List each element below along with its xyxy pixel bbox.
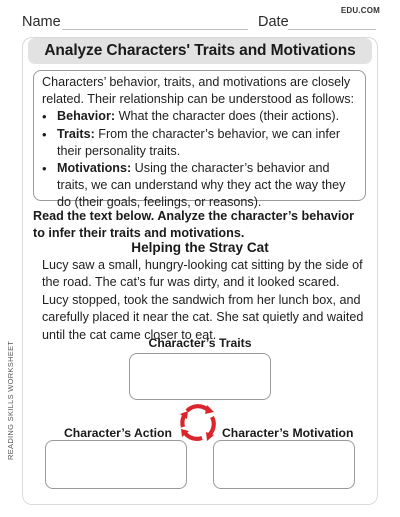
instructions: Read the text below. Analyze the character’s behavior to infer their traits and motivations. [33, 209, 355, 240]
info-item-behavior [42, 108, 359, 125]
info-box [33, 70, 366, 210]
title-bar [28, 38, 372, 64]
name-line[interactable] [62, 29, 248, 30]
info-term: Traits: [57, 126, 95, 141]
action-label: Character’s Action [64, 426, 172, 440]
story-text: Lucy saw a small, hungry-looking cat sitting by the side of the road. The cat’s fur was dirty, and it looked scared. Lucy stopped, took the sandwich from her lunch box, and carefully placed it near the cat. She sat quietly and waited until the cat came closer to eat. [42, 258, 364, 342]
info-text: What the character does (their actions). [115, 109, 340, 124]
traits-answer-box[interactable] [129, 353, 271, 400]
brand-logo: EDU.COM [340, 6, 380, 15]
action-answer-box[interactable] [45, 440, 187, 489]
info-item-motivations [42, 160, 359, 212]
name-label: Name [22, 14, 61, 30]
info-item-traits [42, 126, 359, 160]
info-term: Motivations: [57, 161, 132, 176]
motivation-label: Character’s Motivation [222, 426, 354, 440]
traits-label: Character’s Traits [148, 336, 252, 350]
info-term: Behavior: [57, 109, 116, 124]
side-label: READING SKILLS WORKSHEET [6, 340, 15, 460]
motivation-answer-box[interactable] [213, 440, 355, 489]
story-title: Helping the Stray Cat [131, 240, 269, 255]
cycle-arrows-icon [177, 402, 219, 444]
date-label: Date [258, 14, 289, 30]
page-title: Analyze Characters' Traits and Motivations [44, 42, 356, 59]
info-intro: Characters’ behavior, traits, and motivations are closely related. Their relationship can be understood as follows: [42, 75, 354, 107]
info-text: Using the character’s behavior and traits, we can understand why they act the way they do (their goals, feelings, or reasons). [57, 161, 346, 210]
info-text: From the character’s behavior, we can infer their personality traits. [57, 126, 341, 158]
info-list [42, 108, 359, 211]
date-line[interactable] [288, 29, 376, 30]
